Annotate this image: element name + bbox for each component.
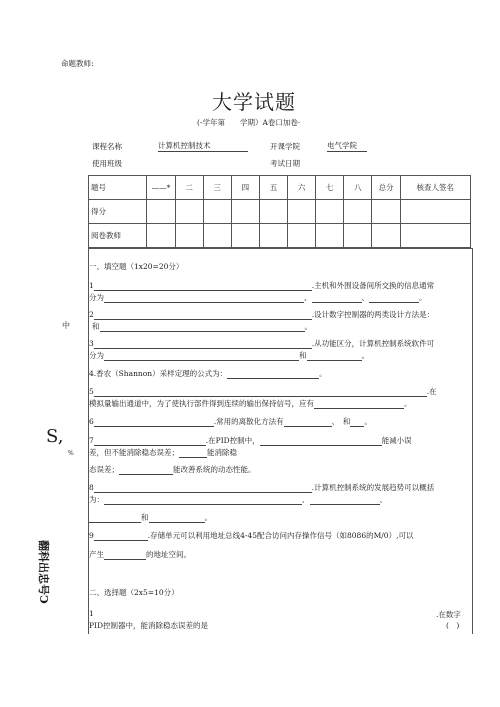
score-cell[interactable]	[316, 200, 344, 224]
table-header-cell: 四	[231, 176, 259, 200]
score-cell[interactable]	[400, 200, 470, 224]
course-value: 计算机控制技术	[158, 140, 248, 152]
grader-cell[interactable]	[175, 224, 203, 248]
margin-mark-4: 翻科出忠号Ͻ	[37, 540, 50, 604]
grader-cell[interactable]	[203, 224, 231, 248]
score-table	[88, 175, 471, 248]
dept-value: 电气学院	[327, 140, 367, 152]
margin-mark-3: %	[68, 450, 74, 457]
grader-row-label: 阅卷教师	[89, 224, 147, 248]
table-header-cell: 八	[344, 176, 372, 200]
score-cell[interactable]	[147, 200, 175, 224]
grader-cell[interactable]	[288, 224, 316, 248]
question-8-line-2: 为： 、 、	[89, 495, 387, 504]
question-3-line-1: 3 .从功能区分，计算机控制系统软件可	[89, 339, 435, 348]
table-header-cell: 六	[288, 176, 316, 200]
table-header-cell: 题号	[89, 176, 147, 200]
setter-label: 命题教师:	[61, 59, 94, 68]
question-3-line-2: 分为 和 。	[89, 351, 369, 360]
question-7-line-1: 7 .在PID控制中， 能减小误	[89, 436, 412, 445]
date-label: 考试日期	[270, 159, 300, 168]
dept-label: 开课学院	[270, 142, 300, 151]
class-label: 使用班级	[92, 159, 122, 168]
mc-question-1-num: 1	[89, 609, 94, 618]
grader-cell[interactable]	[344, 224, 372, 248]
table-row	[89, 176, 471, 200]
course-label: 课程名称	[92, 142, 122, 151]
question-9-line-1: 9 .存储单元可以利用地址总线4-45配合访问内存操作信号（如8086的M/0）,可以	[89, 531, 414, 540]
score-cell[interactable]	[231, 200, 259, 224]
score-cell[interactable]	[259, 200, 287, 224]
margin-mark-1: 中	[62, 321, 70, 330]
section-2-title: 二、选择题（2x5=10分）	[89, 588, 179, 597]
score-cell[interactable]	[372, 200, 400, 224]
grader-cell[interactable]	[147, 224, 175, 248]
grader-cell[interactable]	[259, 224, 287, 248]
grader-cell[interactable]	[231, 224, 259, 248]
table-header-cell: 七	[316, 176, 344, 200]
margin-mark-2: S,	[46, 426, 64, 447]
score-cell[interactable]	[344, 200, 372, 224]
score-row-label: 得分	[89, 200, 147, 224]
grader-cell[interactable]	[400, 224, 470, 248]
grader-cell[interactable]	[372, 224, 400, 248]
question-8-line-1: 8 .计算机控制系统的发展趋势可以概括	[89, 483, 435, 492]
score-cell[interactable]	[288, 200, 316, 224]
table-header-cell: 三	[203, 176, 231, 200]
exam-title: 大学试题	[212, 90, 296, 114]
question-7-line-2: 差，但不能消除稳态误差； 能消除稳	[89, 448, 237, 457]
question-9-line-2: 产生 的地址空间。	[89, 550, 191, 559]
table-header-cell: 五	[259, 176, 287, 200]
table-header-cell: 总分	[372, 176, 400, 200]
question-2-line-1: 2 .设计数字控制器的两类设计方法是：	[89, 310, 435, 319]
question-8-line-3: 和 。	[89, 512, 212, 523]
question-5-line-1: 5 .在	[89, 387, 437, 396]
question-1-line-2: 分为 、 、 。	[89, 293, 427, 302]
table-header-cell: 核查人签名	[400, 176, 470, 200]
mc-answer-bracket[interactable]: ( )	[446, 621, 460, 630]
question-4: 4.香农（Shannon）采样定理的公式为： 。	[89, 369, 327, 378]
score-cell[interactable]	[203, 200, 231, 224]
table-row	[89, 200, 471, 224]
score-cell[interactable]	[175, 200, 203, 224]
mc-question-1-tail: .在数字	[436, 610, 461, 619]
question-2-line-2: 和 。	[92, 322, 312, 331]
table-row	[89, 224, 471, 248]
mc-question-1-text: PID控制器中，能消除稳态误差的是	[89, 621, 209, 630]
question-1-line-1: 1 .主机和外围设备间所交换的信息通常	[89, 281, 435, 290]
grader-cell[interactable]	[316, 224, 344, 248]
exam-subtitle: (-学年第 学期）A卷口加卷·	[197, 118, 301, 127]
question-6: 6 .常用的离散化方法有 、 和 。	[89, 417, 372, 426]
section-1-title: 一、填空题（1x20=20分）	[89, 262, 184, 271]
table-header-cell: 二	[175, 176, 203, 200]
question-5-line-2: 模拟量输出通道中，为了使执行部件得到连续的输出保持信号，应有 。	[89, 399, 412, 408]
question-7-line-3: 态误差； 能改善系统的动态性能。	[89, 465, 256, 474]
table-header-cell: ——*	[147, 176, 175, 200]
